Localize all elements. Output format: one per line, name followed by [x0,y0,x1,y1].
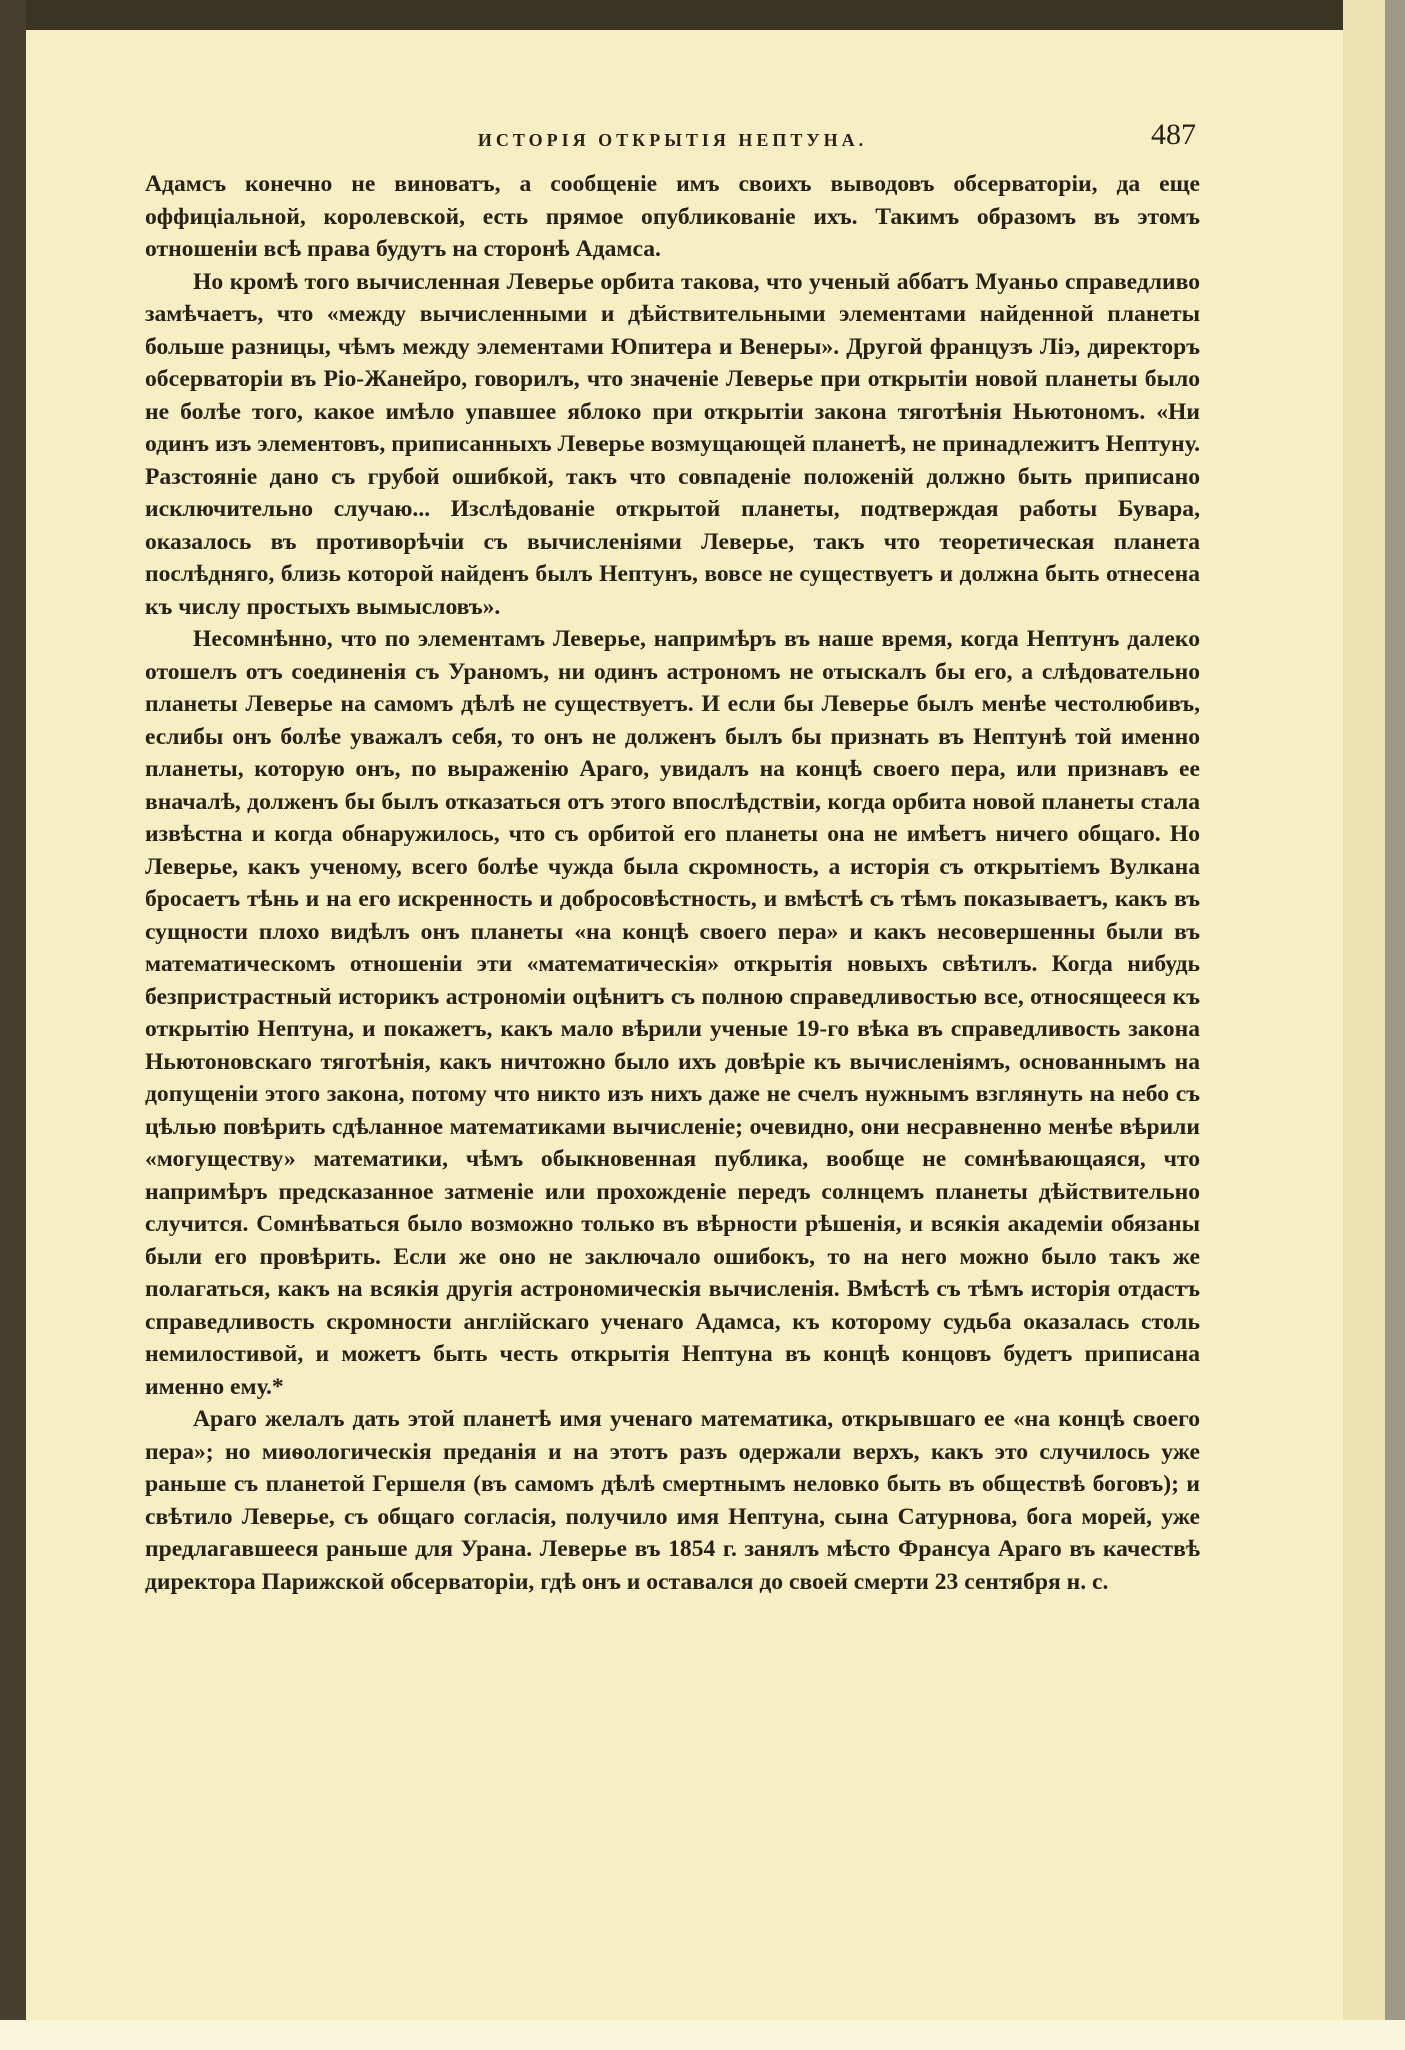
paragraph: Несомнѣнно, что по элементамъ Леверье, напримѣръ въ наше время, когда Нептунъ далеко отошелъ отъ соединенія съ Ураномъ, ни одинъ астрономъ не отыскалъ бы его, а слѣдовательно планеты Леверье на самомъ дѣлѣ не существуетъ. И если бы Леверье былъ менѣе честолюбивъ, еслибы онъ болѣе уважалъ себя, то онъ не долженъ былъ бы признать въ Нептунѣ той именно планеты, которую онъ, по выраженію Араго, увидалъ на концѣ своего пера, или признавъ ее вначалѣ, долженъ бы былъ отказаться отъ этого впослѣдствіи, когда орбита новой планеты стала извѣстна и когда обнаружилось, что съ орбитой его планеты она не имѣетъ ничего общаго. Но Леверье, какъ ученому, всего болѣе чужда была скромность, а исторія съ открытіемъ Вулкана бросаетъ тѣнь и на его искренность и добросовѣстность, и вмѣстѣ съ тѣмъ показываетъ, какъ въ сущности плохо видѣлъ онъ планеты «на концѣ своего пера» и какъ несовершенны были въ математическомъ отношеніи эти «математическія» открытія новыхъ свѣтилъ. Когда нибудь безпристрастный историкъ астрономіи оцѣнитъ съ полною справедливостью все, относящееся къ открытію Нептуна, и покажетъ, какъ мало вѣрили ученые 19-го вѣка въ справедливость закона Ньютоновскаго тяготѣнія, какъ ничтожно было ихъ довѣріе къ вычисленіямъ, основаннымъ на допущеніи этого закона, потому что никто изъ нихъ даже не счелъ нужнымъ взглянуть на небо съ цѣлью повѣрить сдѣланное математиками вычисленіе; очевидно, они несравненно менѣе вѣрили «могуществу» математики, чѣмъ обыкновенная публика, вообще не сомнѣвающаяся, что напримѣръ предсказанное затменіе или прохожденіе передъ солнцемъ планеты дѣйствительно случится. Сомнѣваться было возможно только въ вѣрности рѣшенія, и всякія академіи обязаны были его провѣрить. Если же оно не заключало ошибокъ, то на него можно было такъ же полагаться, какъ на всякія другія астрономическія вычисленія. Вмѣстѣ съ тѣмъ исторія отдастъ справедливость скромности англійскаго ученаго Адамса, къ которому судьба оказалась столь немилостивой, и можетъ быть честь открытія Нептуна въ концѣ концовъ будетъ приписана именно ему.* [145,626,1200,1400]
page-number: 487 [1151,118,1196,151]
text-page [145,118,1200,1598]
page-margin-shadow [1343,0,1385,2050]
book-edge-top [0,0,1405,30]
book-edge-right [1385,0,1405,2050]
paragraph: Адамсъ конечно не виноватъ, а сообщеніе имъ своихъ выводовъ обсерваторіи, да еще оффиціальной, королевской, есть прямое опубликованіе ихъ. Такимъ образомъ въ этомъ отношеніи всѣ права будутъ на сторонѣ Адамса. [145,171,1200,262]
page-header [145,118,1200,168]
paragraph: Араго желалъ дать этой планетѣ имя ученаго математика, открывшаго ее «на концѣ своего пера»; но миѳологическія преданія и на этотъ разъ одержали верхъ, какъ это случилось уже раньше съ планетой Гершеля (въ самомъ дѣлѣ смертнымъ неловко быть въ обществѣ боговъ); и свѣтило Леверье, съ общаго согласія, получило имя Нептуна, сына Сатурнова, бога морей, уже предлагавшееся раньше для Урана. Леверье въ 1854 г. занялъ мѣсто Франсуа Араго въ качествѣ директора Парижской обсерваторіи, гдѣ онъ и оставался до своей смерти 23 сентября н. с. [145,1406,1200,1595]
paragraph: Но кромѣ того вычисленная Леверье орбита такова, что ученый аббатъ Муаньо справедливо замѣчаетъ, что «между вычисленными и дѣйствительными элементами найденной планеты больше разницы, чѣмъ между элементами Юпитера и Венеры». Другой французъ Ліэ, директоръ обсерваторіи въ Ріо-Жанейро, говорилъ, что значеніе Леверье при открытіи новой планеты было не болѣе того, какое имѣло упавшее яблоко при открытіи закона тяготѣнія Ньютономъ. «Ни одинъ изъ элементовъ, приписанныхъ Леверье возмущающей планетѣ, не принадлежитъ Нептуну. Разстояніе дано съ грубой ошибкой, такъ что совпаденіе положеній должно быть приписано исключительно случаю... Изслѣдованіе открытой планеты, подтверждая работы Бувара, оказалось въ противорѣчіи съ вычисленіями Леверье, такъ что теоретическая планета послѣдняго, близь которой найденъ былъ Нептунъ, вовсе не существуетъ и должна быть отнесена къ числу простыхъ вымысловъ». [145,268,1200,620]
running-title: ИСТОРІЯ ОТКРЫТІЯ НЕПТУНА. [477,130,868,150]
book-edge-left [0,0,26,2050]
page-bottom-edge [0,2020,1405,2050]
